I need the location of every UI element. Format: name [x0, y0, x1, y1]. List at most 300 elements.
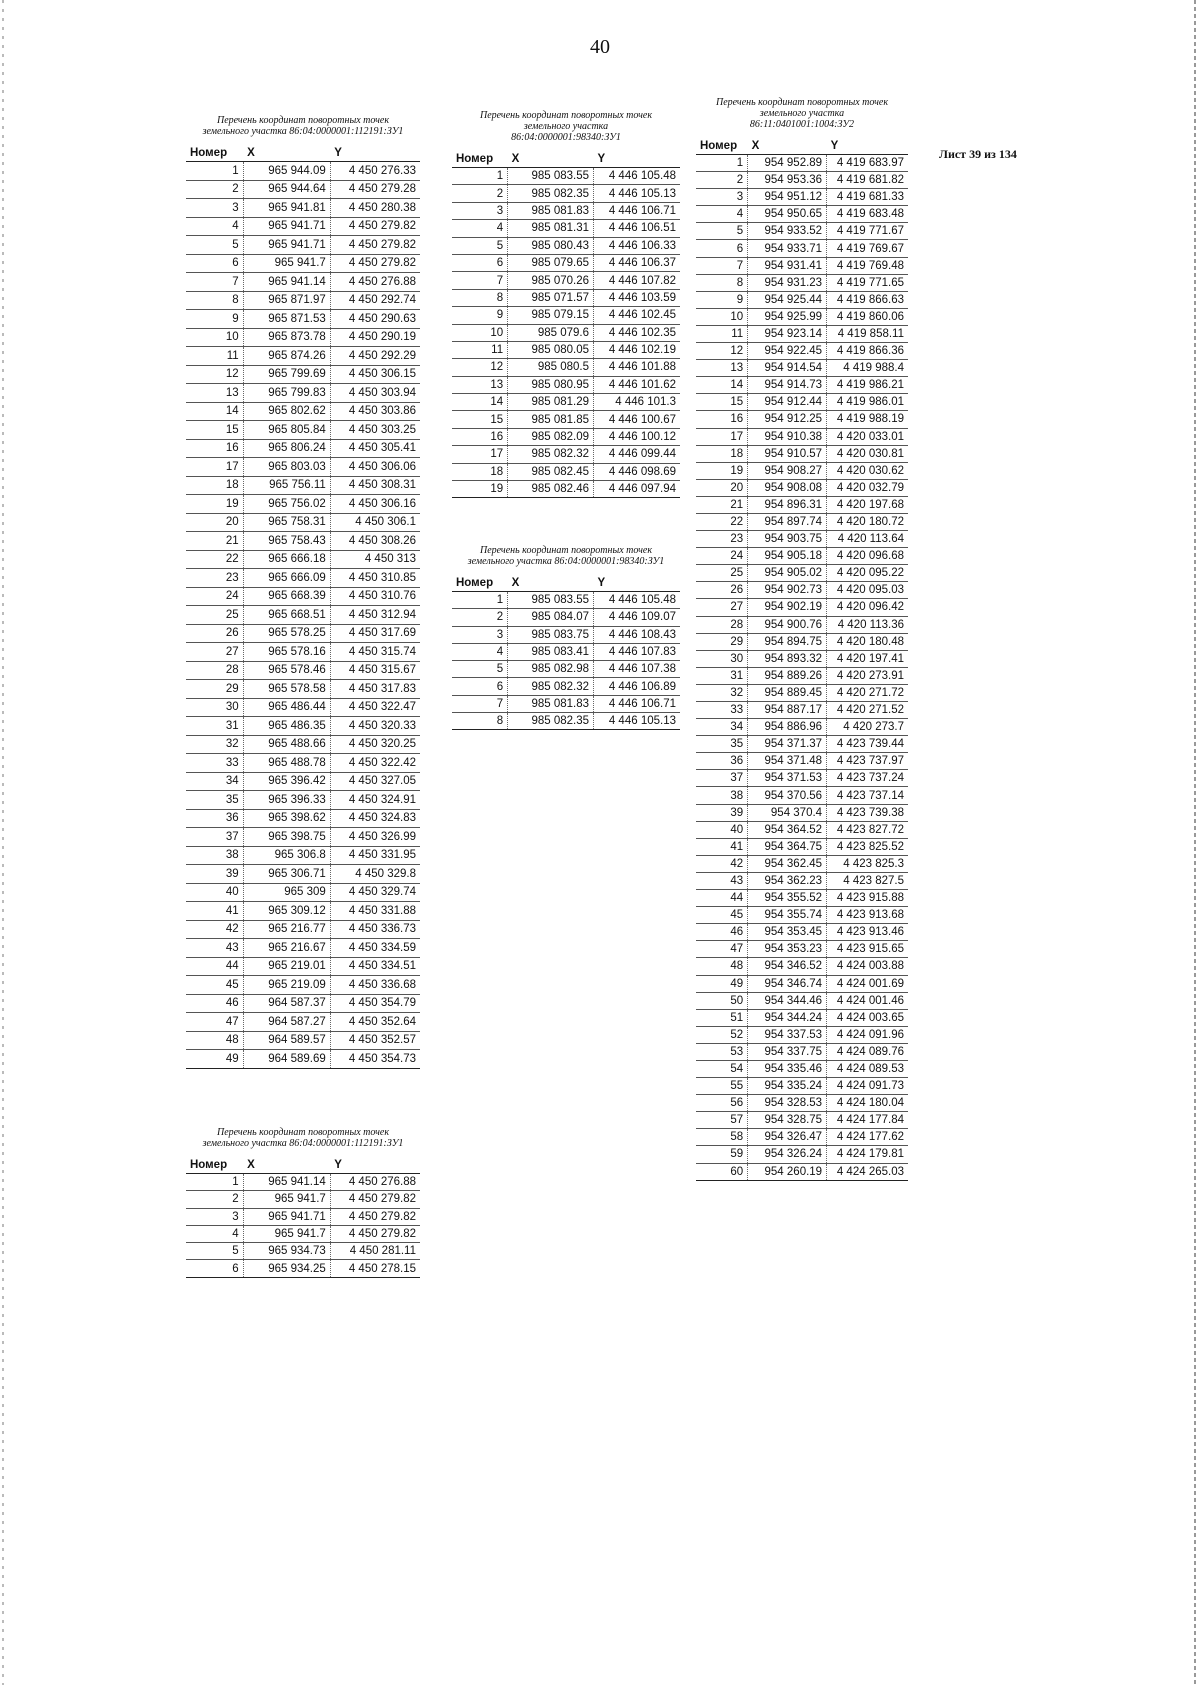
coord-y: 4 423 825.3	[827, 855, 908, 872]
table-caption	[186, 115, 420, 137]
coord-y: 4 420 096.42	[827, 599, 908, 616]
coord-y: 4 450 327.05	[330, 772, 420, 791]
point-number: 16	[696, 411, 748, 428]
point-number: 4	[696, 206, 748, 223]
coord-x: 965 941.71	[243, 1208, 330, 1225]
table-row	[696, 189, 908, 206]
caption-line: земельного участка 86:04:0000001:98340:ЗУ1	[467, 556, 665, 567]
coord-y: 4 420 180.72	[827, 513, 908, 530]
coord-y: 4 420 113.36	[827, 616, 908, 633]
table-row	[696, 975, 908, 992]
coord-block-3	[452, 110, 680, 498]
point-number: 3	[696, 189, 748, 206]
coord-y: 4 423 827.72	[827, 821, 908, 838]
coord-y: 4 420 096.68	[827, 548, 908, 565]
coord-y: 4 420 030.81	[827, 445, 908, 462]
point-number: 5	[186, 236, 243, 255]
table-row	[186, 1013, 420, 1032]
point-number: 20	[186, 513, 243, 532]
table-caption	[186, 1127, 420, 1149]
coord-y: 4 419 866.63	[827, 291, 908, 308]
coord-x: 965 216.67	[243, 939, 330, 958]
coord-x: 965 488.66	[243, 735, 330, 754]
table-row	[696, 667, 908, 684]
table-row	[186, 532, 420, 551]
coord-x: 965 934.73	[243, 1243, 330, 1260]
table-row	[452, 341, 680, 358]
coord-x: 965 486.35	[243, 717, 330, 736]
coord-y: 4 450 306.1	[330, 513, 420, 532]
coord-x: 965 871.53	[243, 310, 330, 329]
caption-line: Перечень координат поворотных точек	[479, 545, 653, 556]
table-row	[452, 289, 680, 306]
coord-x: 954 371.53	[748, 770, 827, 787]
point-number: 34	[186, 772, 243, 791]
point-number: 31	[696, 667, 748, 684]
coord-y: 4 446 103.59	[594, 289, 680, 306]
coord-y: 4 450 320.25	[330, 735, 420, 754]
coord-y: 4 450 317.69	[330, 624, 420, 643]
coord-y: 4 423 737.14	[827, 787, 908, 804]
coord-x: 954 900.76	[748, 616, 827, 633]
table-row	[186, 236, 420, 255]
coord-y: 4 423 915.65	[827, 941, 908, 958]
point-number: 15	[452, 411, 508, 428]
point-number: 29	[696, 633, 748, 650]
caption-line: 86:04:0000001:98340:ЗУ1	[511, 132, 621, 143]
coord-y: 4 450 279.82	[330, 217, 420, 236]
point-number: 41	[186, 902, 243, 921]
coord-y: 4 446 106.33	[594, 237, 680, 254]
caption-line: земельного участка 86:04:0000001:112191:ЗУ1	[202, 126, 404, 137]
point-number: 28	[186, 661, 243, 680]
coord-y: 4 420 197.68	[827, 496, 908, 513]
coord-y: 4 450 322.42	[330, 754, 420, 773]
point-number: 9	[452, 307, 508, 324]
coord-x: 965 309	[243, 883, 330, 902]
table-row	[452, 307, 680, 324]
point-number: 16	[452, 428, 508, 445]
coord-x: 985 082.35	[508, 713, 594, 730]
point-number: 10	[452, 324, 508, 341]
coord-x: 954 933.52	[748, 223, 827, 240]
coord-y: 4 446 101.3	[594, 394, 680, 411]
coord-x: 985 081.31	[508, 220, 594, 237]
coord-y: 4 419 683.97	[827, 155, 908, 172]
point-number: 9	[186, 310, 243, 329]
coord-x: 965 219.01	[243, 957, 330, 976]
coord-y: 4 450 280.38	[330, 199, 420, 218]
point-number: 7	[186, 273, 243, 292]
point-number: 48	[186, 1031, 243, 1050]
coord-y: 4 420 030.62	[827, 462, 908, 479]
point-number: 42	[696, 855, 748, 872]
coord-y: 4 420 273.91	[827, 667, 908, 684]
table-row	[186, 846, 420, 865]
coord-y: 4 419 866.36	[827, 343, 908, 360]
coord-x: 954 887.17	[748, 702, 827, 719]
point-number: 21	[696, 496, 748, 513]
coord-x: 954 910.38	[748, 428, 827, 445]
coord-y: 4 450 279.82	[330, 254, 420, 273]
point-number: 59	[696, 1146, 748, 1163]
coord-x: 954 371.48	[748, 753, 827, 770]
point-number: 1	[452, 592, 508, 609]
column-header-num: Номер	[452, 575, 508, 592]
coord-y: 4 450 329.8	[330, 865, 420, 884]
coord-x: 965 941.14	[243, 273, 330, 292]
table-row	[186, 199, 420, 218]
coord-y: 4 450 315.74	[330, 643, 420, 662]
table-row	[696, 428, 908, 445]
point-number: 52	[696, 1026, 748, 1043]
table-row	[696, 736, 908, 753]
coord-x: 954 905.02	[748, 565, 827, 582]
point-number: 2	[452, 185, 508, 202]
point-number: 5	[696, 223, 748, 240]
coord-x: 954 362.45	[748, 855, 827, 872]
point-number: 10	[696, 308, 748, 325]
coord-x: 965 941.71	[243, 217, 330, 236]
coord-x: 954 952.89	[748, 155, 827, 172]
point-number: 2	[186, 180, 243, 199]
column-header-num: Номер	[186, 145, 243, 162]
coord-x: 954 346.74	[748, 975, 827, 992]
coord-y: 4 446 101.88	[594, 359, 680, 376]
table-row	[452, 254, 680, 271]
point-number: 55	[696, 1078, 748, 1095]
point-number: 39	[186, 865, 243, 884]
coord-y: 4 424 089.76	[827, 1043, 908, 1060]
point-number: 21	[186, 532, 243, 551]
coord-x: 965 799.83	[243, 384, 330, 403]
point-number: 14	[186, 402, 243, 421]
table-row	[452, 463, 680, 480]
coord-y: 4 450 315.67	[330, 661, 420, 680]
table-row	[186, 495, 420, 514]
coord-y: 4 450 276.88	[330, 273, 420, 292]
table-row	[696, 274, 908, 291]
table-row	[186, 680, 420, 699]
point-number: 20	[696, 479, 748, 496]
coord-x: 965 803.03	[243, 458, 330, 477]
point-number: 5	[452, 661, 508, 678]
point-number: 14	[452, 394, 508, 411]
coord-x: 985 081.83	[508, 695, 594, 712]
table-row	[696, 941, 908, 958]
coord-block-1	[186, 115, 420, 1069]
coord-x: 954 353.45	[748, 924, 827, 941]
point-number: 2	[452, 609, 508, 626]
point-number: 18	[452, 463, 508, 480]
coord-y: 4 424 179.81	[827, 1146, 908, 1163]
point-number: 4	[186, 217, 243, 236]
coord-x: 965 871.97	[243, 291, 330, 310]
coord-y: 4 423 915.88	[827, 890, 908, 907]
header-row	[452, 151, 680, 168]
coord-x: 954 922.45	[748, 343, 827, 360]
table-row	[696, 1112, 908, 1129]
coord-x: 954 933.71	[748, 240, 827, 257]
point-number: 4	[186, 1225, 243, 1242]
coord-y: 4 424 177.84	[827, 1112, 908, 1129]
table-row	[696, 343, 908, 360]
coord-x: 965 486.44	[243, 698, 330, 717]
coord-y: 4 419 681.33	[827, 189, 908, 206]
coord-y: 4 446 107.38	[594, 661, 680, 678]
table-row	[696, 1043, 908, 1060]
coord-y: 4 450 292.74	[330, 291, 420, 310]
table-row	[186, 513, 420, 532]
point-number: 46	[186, 994, 243, 1013]
point-number: 36	[186, 809, 243, 828]
coord-x: 954 925.99	[748, 308, 827, 325]
coord-x: 965 941.7	[243, 254, 330, 273]
coordinates-table	[186, 145, 420, 1069]
coord-x: 965 944.64	[243, 180, 330, 199]
coord-x: 954 370.4	[748, 804, 827, 821]
point-number: 16	[186, 439, 243, 458]
point-number: 58	[696, 1129, 748, 1146]
coord-y: 4 450 290.19	[330, 328, 420, 347]
table-row	[186, 1225, 420, 1242]
coord-x: 954 894.75	[748, 633, 827, 650]
table-row	[696, 633, 908, 650]
table-row	[696, 360, 908, 377]
table-row	[696, 787, 908, 804]
coord-x: 954 886.96	[748, 719, 827, 736]
table-row	[186, 957, 420, 976]
coord-x: 954 923.14	[748, 325, 827, 342]
table-row	[452, 661, 680, 678]
coord-y: 4 423 739.38	[827, 804, 908, 821]
column-header-x: X	[748, 138, 827, 155]
point-number: 5	[186, 1243, 243, 1260]
column-header-y: Y	[594, 151, 680, 168]
coord-y: 4 446 106.71	[594, 695, 680, 712]
coord-y: 4 420 033.01	[827, 428, 908, 445]
coord-y: 4 450 334.59	[330, 939, 420, 958]
coord-y: 4 450 276.33	[330, 162, 420, 181]
point-number: 19	[696, 462, 748, 479]
table-row	[186, 883, 420, 902]
table-row	[696, 240, 908, 257]
caption-line: Перечень координат поворотных точек	[216, 115, 390, 126]
coord-y: 4 450 331.88	[330, 902, 420, 921]
coord-y: 4 420 273.7	[827, 719, 908, 736]
point-number: 6	[452, 254, 508, 271]
table-row	[696, 1146, 908, 1163]
coord-y: 4 446 099.44	[594, 446, 680, 463]
table-row	[696, 1078, 908, 1095]
coord-x: 954 908.27	[748, 462, 827, 479]
table-row	[186, 920, 420, 939]
coord-block-4	[452, 545, 680, 730]
coord-y: 4 424 089.53	[827, 1060, 908, 1077]
column-header-num: Номер	[696, 138, 748, 155]
point-number: 3	[186, 1208, 243, 1225]
coord-y: 4 450 290.63	[330, 310, 420, 329]
coord-x: 965 805.84	[243, 421, 330, 440]
table-row	[452, 592, 680, 609]
table-row	[696, 155, 908, 172]
table-row	[696, 992, 908, 1009]
point-number: 4	[452, 643, 508, 660]
coord-y: 4 419 681.82	[827, 172, 908, 189]
point-number: 34	[696, 719, 748, 736]
table-row	[696, 753, 908, 770]
table-row	[186, 458, 420, 477]
point-number: 35	[696, 736, 748, 753]
table-row	[186, 273, 420, 292]
table-row	[452, 272, 680, 289]
coord-x: 965 756.11	[243, 476, 330, 495]
point-number: 9	[696, 291, 748, 308]
coord-x: 985 082.32	[508, 678, 594, 695]
scan-edge-left	[2, 0, 4, 1685]
point-number: 33	[186, 754, 243, 773]
table-row	[186, 402, 420, 421]
coord-x: 965 756.02	[243, 495, 330, 514]
coord-y: 4 450 354.73	[330, 1050, 420, 1069]
coord-x: 985 080.43	[508, 237, 594, 254]
table-row	[696, 377, 908, 394]
point-number: 32	[696, 684, 748, 701]
point-number: 1	[186, 1174, 243, 1191]
point-number: 1	[186, 162, 243, 181]
table-row	[696, 650, 908, 667]
point-number: 19	[452, 481, 508, 498]
coordinates-table	[452, 151, 680, 498]
point-number: 15	[696, 394, 748, 411]
coord-x: 954 902.73	[748, 582, 827, 599]
coord-y: 4 450 310.85	[330, 569, 420, 588]
coord-y: 4 450 336.73	[330, 920, 420, 939]
coordinates-table	[452, 575, 680, 730]
table-row	[696, 1163, 908, 1180]
table-row	[452, 713, 680, 730]
coord-y: 4 419 771.65	[827, 274, 908, 291]
coord-x: 965 309.12	[243, 902, 330, 921]
coord-x: 954 335.24	[748, 1078, 827, 1095]
point-number: 38	[696, 787, 748, 804]
point-number: 51	[696, 1009, 748, 1026]
coord-x: 965 668.51	[243, 606, 330, 625]
point-number: 45	[696, 907, 748, 924]
coord-x: 954 931.41	[748, 257, 827, 274]
point-number: 10	[186, 328, 243, 347]
coord-x: 954 905.18	[748, 548, 827, 565]
table-row	[696, 206, 908, 223]
coord-x: 954 896.31	[748, 496, 827, 513]
coord-y: 4 446 106.51	[594, 220, 680, 237]
coord-x: 965 306.71	[243, 865, 330, 884]
point-number: 14	[696, 377, 748, 394]
sheet-label: Лист 39 из 134	[939, 147, 1017, 161]
point-number: 12	[452, 359, 508, 376]
table-row	[186, 1191, 420, 1208]
point-number: 37	[186, 828, 243, 847]
point-number: 53	[696, 1043, 748, 1060]
coord-y: 4 450 279.82	[330, 1208, 420, 1225]
table-row	[696, 1095, 908, 1112]
table-row	[696, 684, 908, 701]
point-number: 4	[452, 220, 508, 237]
coord-y: 4 420 095.22	[827, 565, 908, 582]
coord-y: 4 450 312.94	[330, 606, 420, 625]
coord-x: 965 668.39	[243, 587, 330, 606]
table-row	[696, 958, 908, 975]
point-number: 6	[186, 1260, 243, 1277]
point-number: 8	[452, 289, 508, 306]
coord-y: 4 450 329.74	[330, 883, 420, 902]
coord-y: 4 450 322.47	[330, 698, 420, 717]
header-row	[696, 138, 908, 155]
coord-y: 4 446 102.19	[594, 341, 680, 358]
point-number: 22	[186, 550, 243, 569]
table-row	[696, 770, 908, 787]
point-number: 24	[186, 587, 243, 606]
coord-y: 4 424 001.69	[827, 975, 908, 992]
coord-x: 965 398.62	[243, 809, 330, 828]
point-number: 22	[696, 513, 748, 530]
coord-y: 4 424 265.03	[827, 1163, 908, 1180]
coord-y: 4 446 101.62	[594, 376, 680, 393]
coord-x: 965 398.75	[243, 828, 330, 847]
coord-y: 4 424 177.62	[827, 1129, 908, 1146]
header-row	[186, 145, 420, 162]
caption-line: Перечень координат поворотных точек	[479, 110, 653, 121]
coord-y: 4 450 278.15	[330, 1260, 420, 1277]
coord-y: 4 423 737.24	[827, 770, 908, 787]
coord-y: 4 450 354.79	[330, 994, 420, 1013]
coord-y: 4 446 106.89	[594, 678, 680, 695]
coord-y: 4 446 105.13	[594, 713, 680, 730]
table-row	[696, 513, 908, 530]
caption-line: земельного участка 86:04:0000001:112191:ЗУ1	[202, 1138, 404, 1149]
point-number: 7	[452, 272, 508, 289]
point-number: 46	[696, 924, 748, 941]
point-number: 32	[186, 735, 243, 754]
point-number: 60	[696, 1163, 748, 1180]
table-row	[696, 1026, 908, 1043]
coord-x: 954 951.12	[748, 189, 827, 206]
coord-x: 965 216.77	[243, 920, 330, 939]
table-row	[186, 735, 420, 754]
caption-line: Перечень координат поворотных точек	[216, 1127, 390, 1138]
table-row	[452, 359, 680, 376]
point-number: 57	[696, 1112, 748, 1129]
table-row	[696, 223, 908, 240]
point-number: 11	[186, 347, 243, 366]
coord-y: 4 446 109.07	[594, 609, 680, 626]
coord-y: 4 419 858.11	[827, 325, 908, 342]
point-number: 41	[696, 838, 748, 855]
column-header-num: Номер	[452, 151, 508, 168]
coord-y: 4 450 331.95	[330, 846, 420, 865]
coord-y: 4 423 913.46	[827, 924, 908, 941]
table-row	[186, 439, 420, 458]
table-row	[452, 643, 680, 660]
point-number: 6	[452, 678, 508, 695]
coord-x: 964 589.69	[243, 1050, 330, 1069]
coord-x: 954 931.23	[748, 274, 827, 291]
table-row	[186, 1208, 420, 1225]
coord-x: 954 371.37	[748, 736, 827, 753]
coord-x: 954 912.25	[748, 411, 827, 428]
coord-y: 4 423 827.5	[827, 872, 908, 889]
coord-x: 954 889.26	[748, 667, 827, 684]
